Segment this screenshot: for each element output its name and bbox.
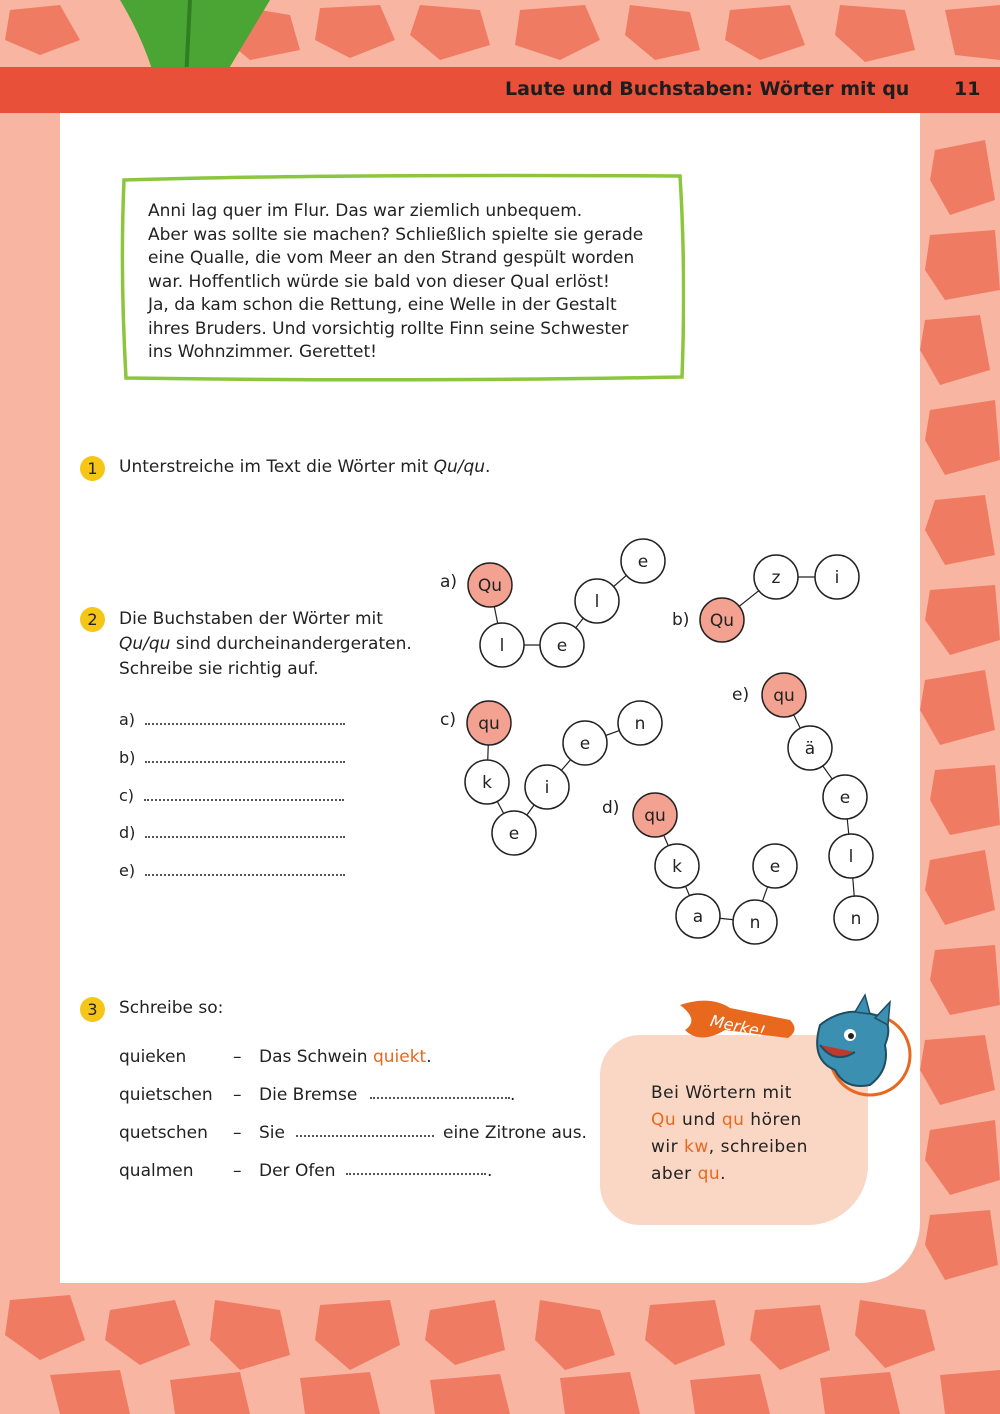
task-number-badge: 1 [80,456,105,481]
answer-blank[interactable] [144,787,344,801]
answer-label: d) [119,823,136,842]
answer-line-d[interactable] [119,823,345,842]
answer-label: a) [119,710,136,729]
letter: k [672,857,682,877]
letter: n [749,913,761,933]
merke-line1: Bei Wörtern mit [651,1083,792,1103]
example-verb: quieken [119,1047,187,1067]
sentence-start: Sie [259,1123,285,1143]
answer-line-e[interactable] [119,861,345,880]
letter: e [579,734,591,754]
example-answer: quiekt [372,1047,427,1067]
sentence-end: . [510,1085,516,1105]
merke-text-part: . [720,1164,727,1184]
puzzle-label: a) [440,572,458,592]
puzzle-label: c) [440,710,456,730]
task1-instruction [119,455,490,480]
task2-italic: Qu/qu [119,634,171,654]
letter: e [839,788,851,808]
answer-blank[interactable] [346,1161,486,1175]
letter: i [544,778,550,798]
answer-label: e) [119,861,136,880]
task2-line2 [119,632,412,657]
exercise-verb: quietschen [119,1085,213,1105]
task3-instruction: Schreibe so: [119,998,224,1018]
letter: e [769,857,781,877]
merke-text-part: aber [651,1164,698,1184]
task2-line2-rest: sind durcheinandergeraten. [170,634,412,654]
answer-line-a[interactable] [119,710,345,729]
dash: – [233,1047,242,1067]
letter-chain-puzzles [430,535,900,955]
merke-text-part: hören [744,1110,802,1130]
answer-label: b) [119,748,136,767]
sentence-start: Der Ofen [259,1161,336,1181]
letter: z [771,568,781,588]
answer-blank[interactable] [296,1123,434,1137]
merke-line3 [651,1134,851,1161]
story-text [148,200,668,365]
merke-line2 [651,1107,851,1134]
task-number-badge: 3 [80,997,105,1022]
story-line: eine Qualle, die vom Meer an den Strand gespült worden [148,248,635,268]
story-line: Aber was sollte sie machen? Schließlich spielte sie gerade [148,224,644,245]
exercise-row [0,1123,620,1149]
puzzle-label: e) [732,685,750,705]
answer-blank[interactable] [145,711,345,725]
letter: l [848,847,854,867]
letter: e [508,824,520,844]
letter: qu [773,686,795,706]
task1-text: Unterstreiche im Text die Wörter mit [119,457,434,477]
letter: e [637,552,649,572]
example-sentence [259,1047,432,1067]
letter: ä [804,739,816,759]
letter: i [834,568,840,588]
task2-instruction [119,607,412,682]
letter: Qu [709,611,735,631]
letter: n [850,909,862,929]
letter: l [499,636,505,656]
exercise-verb: qualmen [119,1161,194,1181]
story-line: Ja, da kam schon die Rettung, eine Welle in der Gestalt [148,295,617,315]
task2-line3: Schreibe sie richtig auf. [119,659,319,679]
answer-label: c) [119,786,135,805]
sentence-end: . [426,1047,432,1067]
task1-end: . [485,457,491,477]
page-title: Laute und Buchstaben: Wörter mit qu [505,78,910,100]
letter: n [634,714,646,734]
story-line: Anni lag quer im Flur. Das war ziemlich unbequem. [148,201,583,221]
sentence-start: Die Bremse [259,1085,358,1105]
letter: Qu [477,576,503,596]
highlight-kw: kw [684,1137,709,1157]
puzzle-label: b) [672,610,690,630]
merke-label: Merke! [708,1011,768,1042]
merke-text [651,1080,851,1188]
highlight-Qu: Qu [651,1110,677,1130]
sentence-end: eine Zitrone aus. [443,1123,587,1143]
task-number-badge: 2 [80,607,105,632]
answer-line-c[interactable] [119,786,344,805]
letter: l [594,592,600,612]
story-line: ihres Bruders. Und vorsichtig rollte Finn seine Schwester [148,318,629,339]
page-number: 11 [954,78,981,100]
task1-italic: Qu/qu [433,457,486,477]
letter: k [482,773,492,793]
answer-blank[interactable] [145,824,345,838]
letter: qu [478,714,500,734]
dash: – [233,1085,242,1105]
story-line: ins Wohnzimmer. Gerettet! [148,342,377,362]
letter: a [692,907,704,927]
answer-line-b[interactable] [119,748,345,767]
sentence-end: . [487,1161,493,1181]
story-line: war. Hoffentlich würde sie bald von dieser Qual erlöst! [148,271,610,292]
highlight-qu: qu [697,1164,721,1184]
task2-line1: Die Buchstaben der Wörter mit [119,609,383,629]
merke-text-part: , schreiben [708,1137,808,1157]
letter: qu [644,806,666,826]
letter: e [556,636,568,656]
exercise-row [0,1085,620,1111]
exercise-verb: quetschen [119,1123,208,1143]
exercise-row [0,1161,620,1187]
answer-blank[interactable] [370,1085,510,1099]
merke-line4 [651,1161,851,1188]
sentence-start: Das Schwein [259,1047,368,1067]
dash: – [233,1161,242,1181]
puzzle-label: d) [602,798,620,818]
merke-text-part: und [676,1110,722,1130]
answer-blank[interactable] [145,749,345,763]
example-row [0,1047,620,1073]
answer-blank[interactable] [145,862,345,876]
merke-text-part: wir [651,1137,685,1157]
dash: – [233,1123,242,1143]
highlight-qu: qu [721,1110,745,1130]
